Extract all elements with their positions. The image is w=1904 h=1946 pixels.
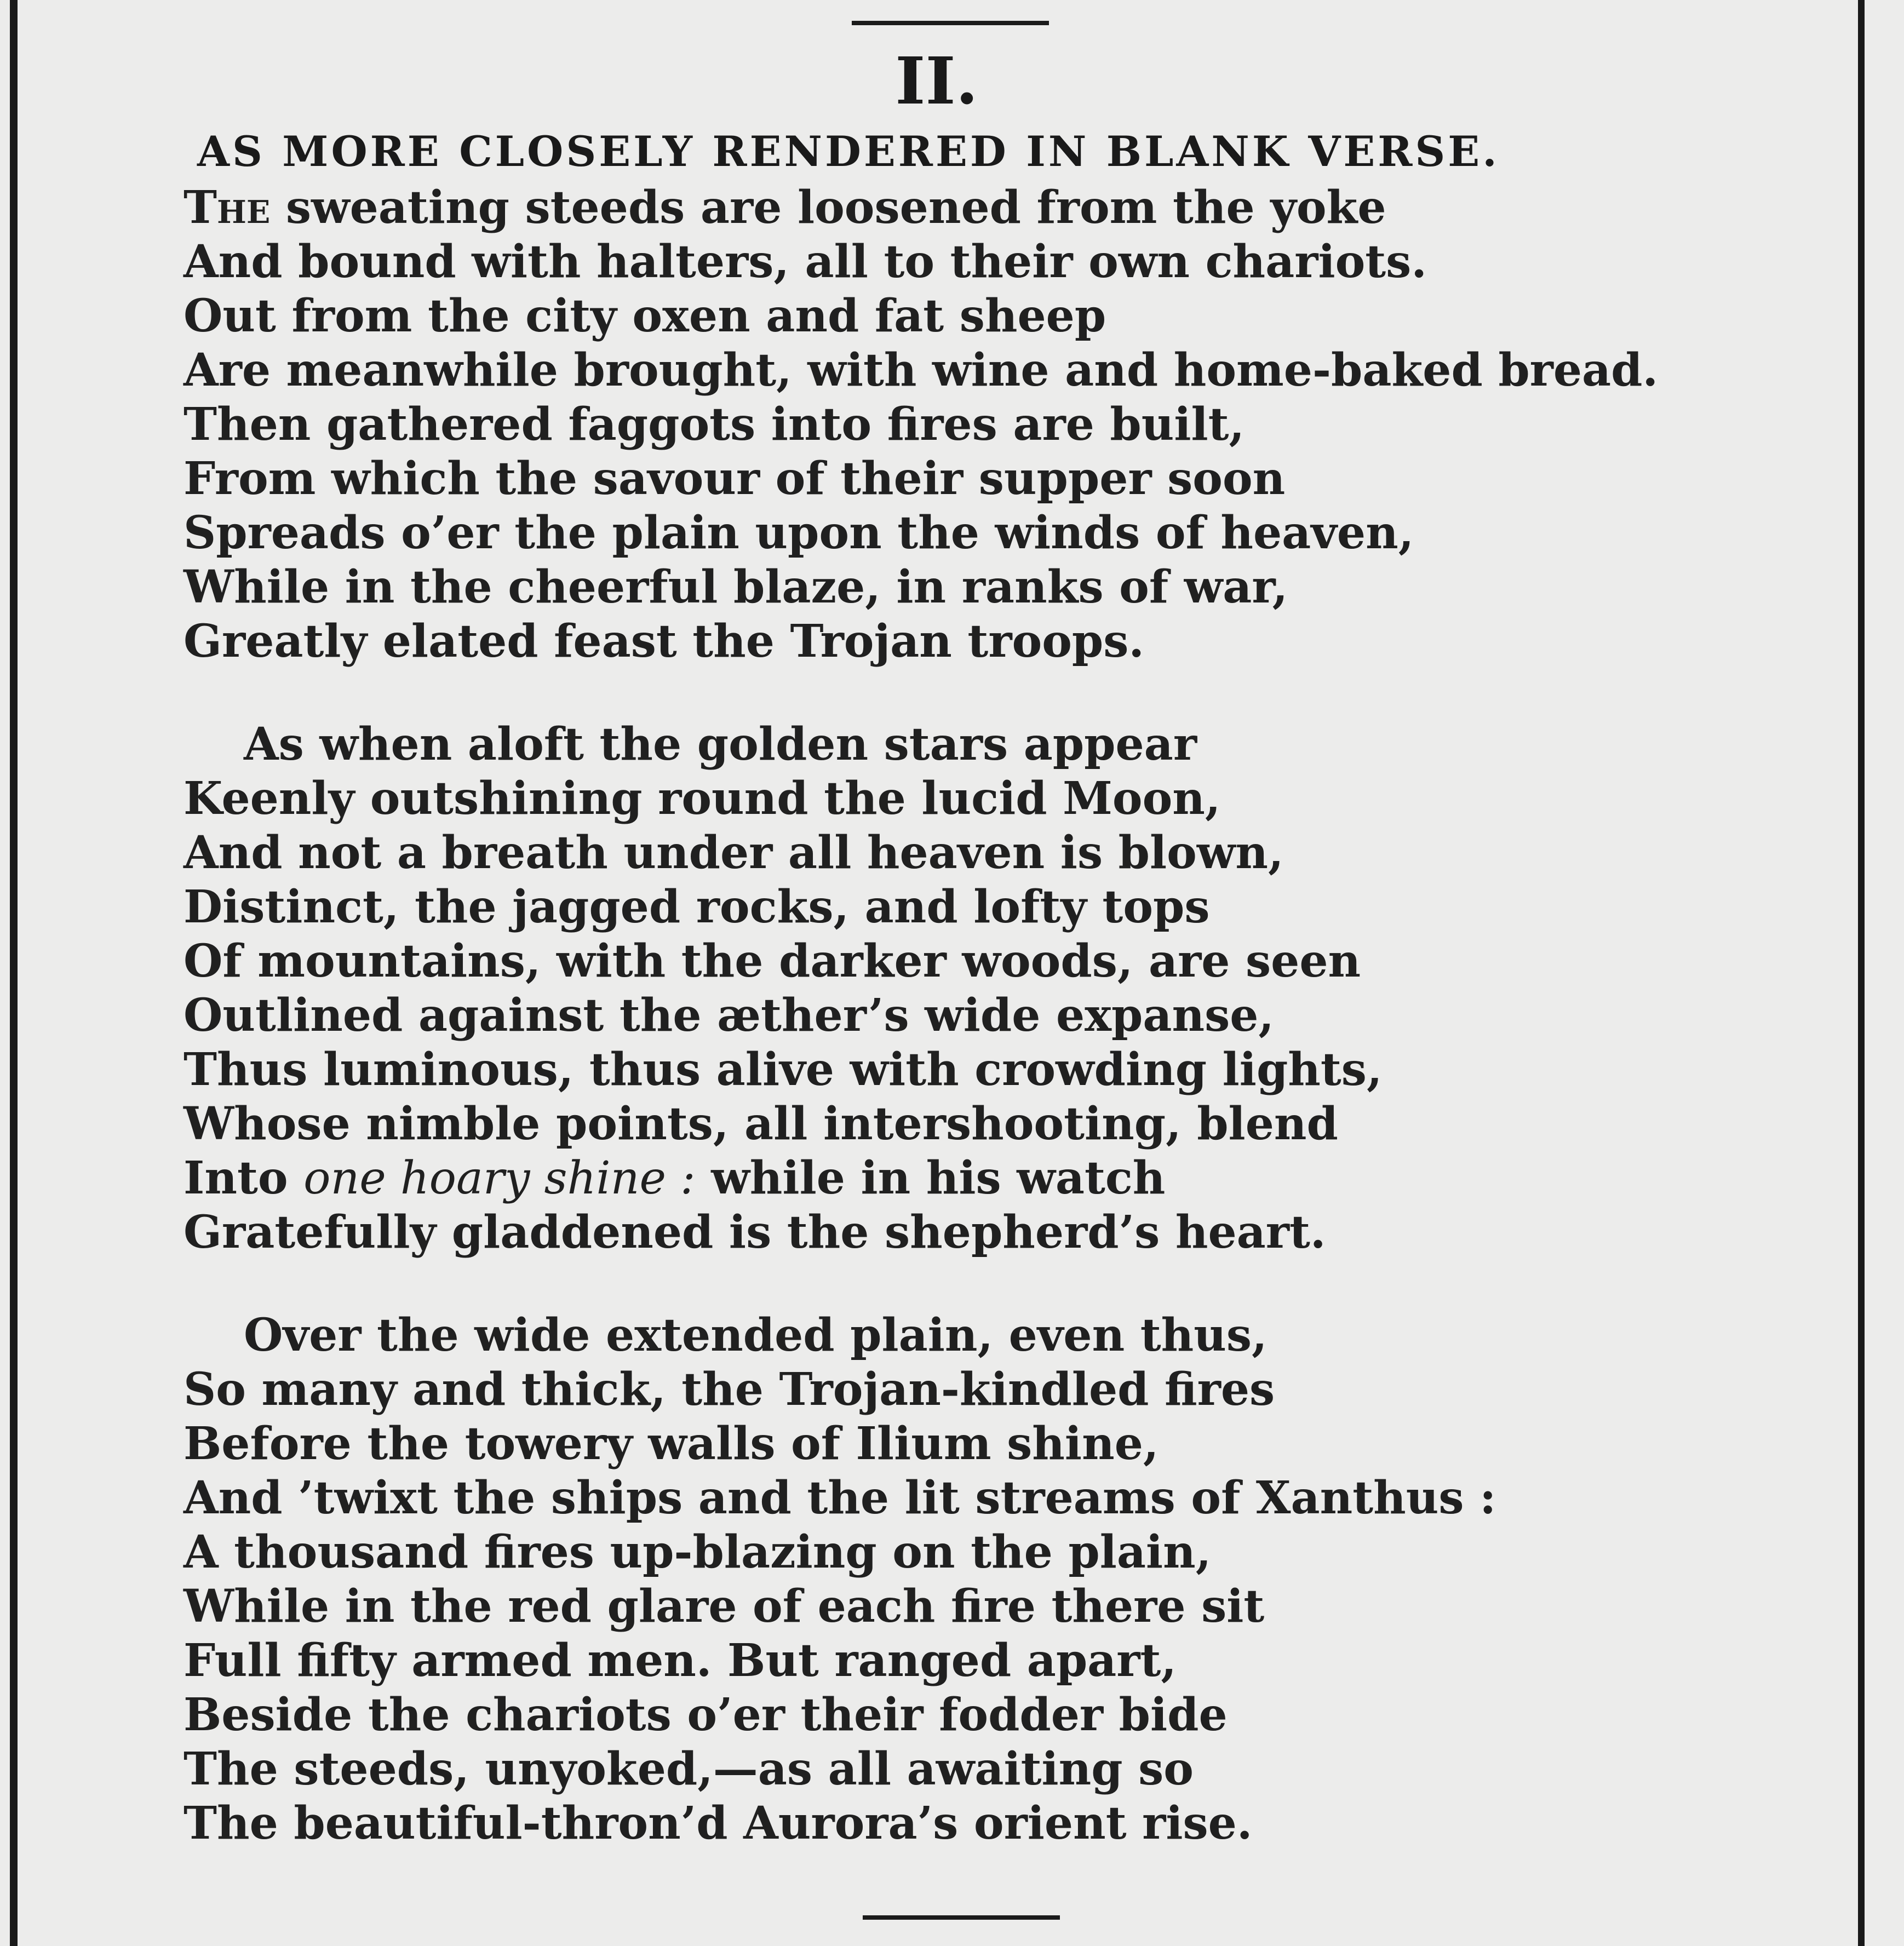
verse-line: Outlined against the æther’s wide expanse, (183, 989, 1274, 1042)
verse-line: Beside the chariots o’er their fodder bide (183, 1689, 1228, 1741)
stanza-2 (183, 717, 1838, 1260)
verse-line: And not a breath under all heaven is blown, (183, 826, 1284, 879)
verse-text: while in his watch (695, 1152, 1166, 1204)
section-numeral: II. (895, 43, 978, 119)
poem-body (183, 181, 1838, 1851)
verse-line: Keenly outshining round the lucid Moon, (183, 772, 1221, 825)
top-rule (852, 21, 1049, 25)
verse-line: Out from the city oxen and fat sheep (183, 290, 1106, 342)
verse-line: While in the red glare of each fire there sit (183, 1580, 1265, 1633)
verse-text: sweating steeds are loosened from the yoke (270, 181, 1386, 234)
stanza-3 (183, 1308, 1838, 1851)
italic-phrase: one hoary shine : (303, 1152, 696, 1204)
verse-line: Then gathered faggots into fires are built, (183, 398, 1245, 451)
verse-line: Spreads o’er the plain upon the winds of heaven, (183, 507, 1414, 559)
verse-line: Thus luminous, thus alive with crowding lights, (183, 1043, 1383, 1096)
verse-line: The steeds, unyoked,—as all awaiting so (183, 1743, 1194, 1795)
verse-line: From which the savour of their supper soon (183, 452, 1286, 505)
verse-line: The beautiful-thron’d Aurora’s orient rise. (183, 1797, 1253, 1850)
verse-line: So many and thick, the Trojan-kindled fires (183, 1363, 1275, 1416)
verse-line: And ’twixt the ships and the lit streams of Xanthus : (183, 1472, 1496, 1524)
verse-line: Before the towery walls of Ilium shine, (183, 1417, 1159, 1470)
drop-word: The (183, 181, 271, 234)
verse-line: While in the cheerful blaze, in ranks of war, (183, 561, 1288, 613)
verse-line: As when aloft the golden stars appear (244, 718, 1197, 771)
verse-line: Gratefully gladdened is the shepherd’s heart. (183, 1206, 1326, 1259)
verse-line: Whose nimble points, all intershooting, blend (183, 1098, 1338, 1150)
verse-line: Over the wide extended plain, even thus, (244, 1309, 1268, 1362)
column-border-left (10, 0, 18, 1946)
verse-line: Full fifty armed men. But ranged apart, (183, 1634, 1177, 1687)
verse-line: A thousand fires up-blazing on the plain, (183, 1526, 1212, 1578)
column-border-right (1858, 0, 1865, 1946)
verse-line: Distinct, the jagged rocks, and lofty tops (183, 881, 1210, 933)
bottom-rule (863, 1915, 1060, 1920)
verse-line: Are meanwhile brought, with wine and home-baked bread. (183, 344, 1659, 397)
stanza-1 (183, 181, 1838, 669)
verse-line (183, 181, 1838, 235)
verse-text: Into (183, 1152, 304, 1204)
verse-line (183, 1151, 1838, 1206)
verse-line: Greatly elated feast the Trojan troops. (183, 615, 1144, 668)
verse-line: And bound with halters, all to their own chariots. (183, 236, 1427, 288)
verse-line: Of mountains, with the darker woods, are seen (183, 935, 1361, 988)
section-subtitle: AS MORE CLOSELY RENDERED IN BLANK VERSE. (197, 127, 1500, 176)
